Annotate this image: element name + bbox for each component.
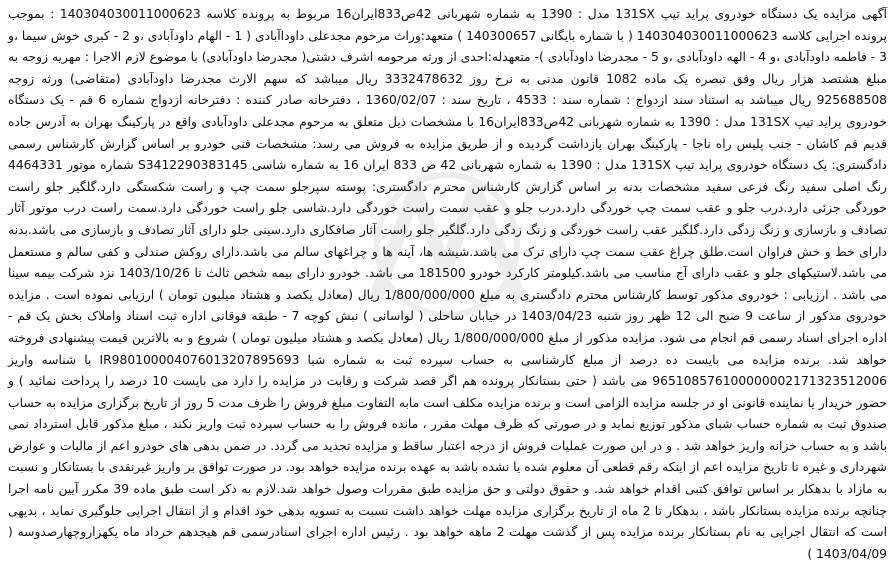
notice-body-text: آگهی مزایده یک دستگاه خودروی پراید تیپ 131SX مدل : 1390 به شماره شهربانی 42ص833ایران16 مربوط به پرونده کلاسه 140304030011000623 : بموجب پرونده اجرایی کلاسه 140304030011000623 ( با شماره بایگانی 140300657 ) متعهد:وراث مرحوم مجدعلی داوداآبادی ( 1 - الهام داودآبادی ،و 2 - کبری خوش سیما ،و 3 - فاطمه داودآبادی ،و 4 - الهه داودآبادی ،و 5 - مجدرضا داودآبادی )- متعهدله:احدی از ورثه مرحومه اشرف دشتی( مجدرضا داودآبادی) با موضوع لازم الاجرا : مهریه زوجه به مبلغ هشتصد هزار ریال وفق تبصره یک ماده 1082 قانون مدنی به نرخ روز 3332478632 ریال میباشد که سهم الارث مجدرضا داودآبادی (متقاضی) ورثه زوجه 925688508 ریال میباشد به استناد سند ازدواج : شماره سند : 4533 ، تاریخ سند : 1360/02/07 ، دفترخانه صادر کننده : دفترخانه ازدواج شماره 6 قم - یک دستگاه خودروی پراید تیپ 131SX مدل : 1390 به شماره شهربانی 42ص833ایران16 با مشخصات ذیل متعلق به مرحوم مجدعلی داودآبادی واقع در پارکینگ بهران به آدرس جاده قدیم قم کاشان - جنب پلیس راه ناجا - پارکینگ بهران بازداشت گردیده و از طریق مزایده به فروش می رسد: مشخصات فنی خودرو بر اساس گزارش کارشناس رسمی دادگستری: یک دستگاه خودروی پراید تیپ 131SX مدل : 1390 به شماره شهربانی 42 ص 833 ایران 16 به شماره شاسی S3412290383145 شماره موتور 4464331 رنگ اصلی سفید رنگ فرعی سفید مشخصات بدنه بر اساس گزارش کارشناس محترم دادگستری: پوسته سپرجلو سمت چپ و راست شکستگی دارد.گلگیر جلو راست خوردگی جزئی دارد.درب جلو و عقب سمت چپ خوردگی دارد.درب جلو و عقب سمت راست خوردگی دارد.شاسی جلو راست خوردگی دارد.سمت راست درب موتور آثار تصادف و بازسازی و زنگ زدگی دارد.گلگیر عقب راست خوردگی و زنگ زدگی دارد.گلگیر جلو راست آثار صافکاری دارد.سینی جلو دارای آثار تصادف و بازسازی می باشد.بدنه دارای خط و خش فراوان است.طلق چراغ عقب سمت چپ دارای ترک می باشد.شیشه ها، آینه ها و چراغهای سالم می باشد.دارای روکش صندلی و کفی سالم و مستعمل می باشد.لاستیکهای جلو و عقب دارای آج مناسب می باشد.کیلومتر کارکرد خودرو 181500 می باشد. خودرو دارای بیمه شخص ثالث تا 1403/10/26 نزد شرکت بیمه سینا می باشد . ارزیابی : خودروی مذکور توسط کارشناس محترم دادگستری به مبلغ 1/800/000/000 ریال (معادل یکصد و هشتاد میلیون تومان ) ارزیابی نموده است . مزایده خودروی مذکور از ساعت 9 صبح الی 12 ظهر روز شنبه 1403/04/23 در خیابان ساحلی ( لواسانی ) نبش کوچه 7 - طبقه فوقانی اداره ثبت اسناد واملاک بخش یک قم - اداره اجرای اسناد رسمی قم انجام می شود. مزایده مذکور از مبلغ 1/800/000/000 ریال (معادل یکصد و هشتاد میلیون تومان ) شروع و به بالاترین قیمت پیشنهادی فروخته خواهد شد. برنده مزایده می بایست ده درصد از مبلغ کارشناسی به حساب سپرده ثبت به شماره شبا IR980100004076013207895693 با شناسه واریز 965108576100000002171323512006 می باشد ( حتی بستانکار پرونده هم اگر قصد شرکت و رقابت در مزایده را دارد می بایست 10 درصد را پرداخت نمائید ) و حضور خریدار یا نماینده قانونی او در جلسه مزایده الزامی است و برنده مزایده مکلف است مابه التفاوت مبلغ فروش را ظرف مدت 5 روز از تاریخ برگزاری مزایده به حساب صندوق ثبت به شماره حساب شبای مذکور توزیع نماید و در صورتی که ظرف مهلت مقرر ، مانده فروش را به حساب سپرده ثبت واریز نکند ، مبلغ مذکور قابل استرداد نمی باشد و به حساب خزانه واریز خواهد شد . و در این صورت عملیات فروش از درجه اعتبار ساقط و مزایده تجدید می گردد. در ضمن بدهی های خودرو اعم از مالیات و عوارض شهرداری و غیره تا تاریخ مزایده اعم از اینکه رقم قطعی آن معلوم شده یا نشده باشد به عهده برنده مزایده خواهد بود. در صورت توافق بر واریز غیرنقدی با بستانکار و نسبت به مازاد با بدهکار بر اساس توافق کتبی اقدام خواهد شد. و حقوق دولتی و حق مزایده طبق مقررات وصول خواهد شد.لازم به ذکر است طبق ماده 39 مکرر آیین نامه اجرا چنانچه برنده مزایده بستانکار باشد ، بدهکار تا 2 ماه از تاریخ برگزاری مزایده مهلت خواهد داشت نسبت به تسویه بدهی خود اقدام و از انتقال اجرایی جلوگیری نماید ، بدیهی است که انتقال اجرایی به نام بستانکار برنده مزایده پس از گذشت مهلت 2 ماهه خواهد بود . رئیس اداره اجرای اسنادرسمی قم هیجدهم خرداد ماه یکهزاروچهارصدوسه ( 1403/04/09 ) bbox=[8, 7, 888, 561]
